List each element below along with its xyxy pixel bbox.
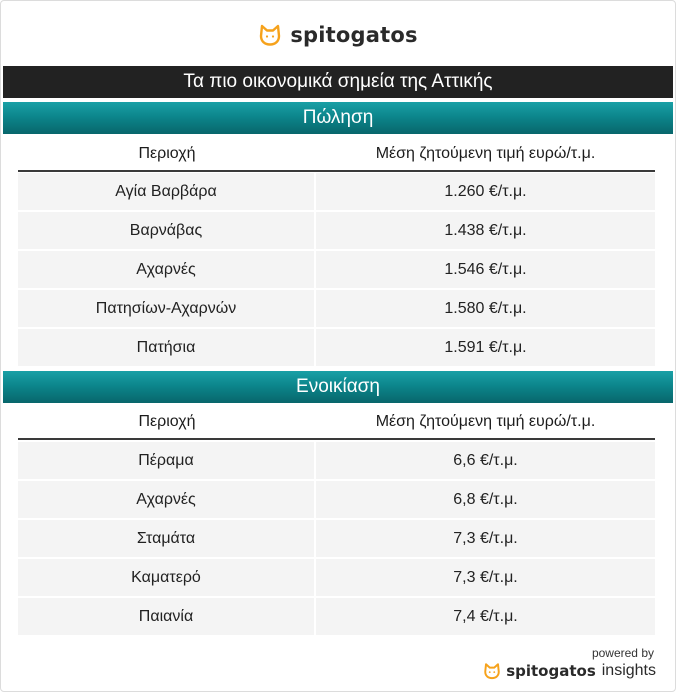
table-row [18,250,655,289]
powered-by-label: powered by [591,646,654,660]
cell-price: 7,4 €/τ.μ. [316,598,655,635]
column-header-area: Περιοχή [138,413,196,430]
section-heading-sale: Πώληση [3,102,673,134]
footer-logo [483,662,656,680]
table-row [18,558,655,597]
table-row [18,519,655,558]
cell-price: 6,8 €/τ.μ. [316,481,655,518]
table-row [18,172,655,211]
column-header-price: Μέση ζητούμενη τιμή ευρώ/τ.μ. [375,145,596,162]
cell-price: 7,3 €/τ.μ. [316,520,655,557]
cell-price: 1.591 €/τ.μ. [316,329,655,366]
cell-area: Αχαρνές [18,481,314,518]
page-title: Τα πιο οικονομικά σημεία της Αττικής [3,66,673,98]
footer-suffix: insights [601,662,656,679]
cell-price: 1.580 €/τ.μ. [316,290,655,327]
cell-area: Αχαρνές [18,251,314,288]
section-heading-rent: Ενοικίαση [3,371,673,403]
cell-price: 6,6 €/τ.μ. [316,442,655,479]
cell-area: Καματερό [18,559,314,596]
cell-area: Παιανία [18,598,314,635]
table-row [18,480,655,519]
footer-attribution [483,646,656,680]
table-header-rent [18,408,655,440]
table-sale [18,172,655,367]
table-row [18,597,655,636]
cell-price: 1.438 €/τ.μ. [316,212,655,249]
table-row [18,328,655,367]
cat-logo-icon [258,23,282,47]
cell-price: 1.546 €/τ.μ. [316,251,655,288]
brand-name: spitogatos [290,23,418,47]
cell-area: Βαρνάβας [18,212,314,249]
cell-area: Πατήσια [18,329,314,366]
table-rent [18,441,655,636]
cell-area: Αγία Βαρβάρα [18,173,314,210]
column-header-area: Περιοχή [138,145,196,162]
table-row [18,289,655,328]
cell-area: Σταμάτα [18,520,314,557]
table-header-sale [18,140,655,172]
cell-price: 1.260 €/τ.μ. [316,173,655,210]
cat-logo-icon [483,662,501,680]
cell-area: Πατησίων-Αχαρνών [18,290,314,327]
cell-price: 7,3 €/τ.μ. [316,559,655,596]
column-header-price: Μέση ζητούμενη τιμή ευρώ/τ.μ. [375,413,596,430]
header-logo [0,20,676,50]
cell-area: Πέραμα [18,442,314,479]
footer-brand: spitogatos [506,662,596,680]
table-row [18,441,655,480]
table-row [18,211,655,250]
